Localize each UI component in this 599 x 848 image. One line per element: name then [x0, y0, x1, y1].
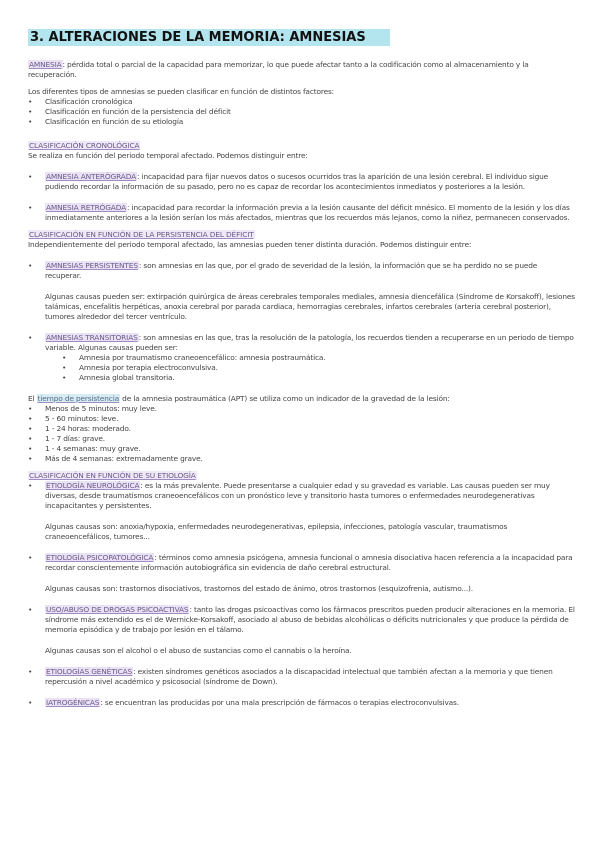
duration-intro: El tiempo de persistencia de la amnesia postraumática (APT) se utiliza como un indicador de la gravedad de la lesión:	[28, 394, 450, 403]
term-persistentes: AMNESIAS PERSISTENTES	[46, 261, 138, 270]
page-title: 3. ALTERACIONES DE LA MEMORIA: AMNESIAS	[30, 30, 366, 45]
list-item: • 1 - 24 horas: moderado.	[28, 424, 575, 434]
duration-list	[28, 404, 575, 464]
term-iatrogenicas: IATROGÉNICAS	[46, 698, 100, 707]
list-item: • 5 - 60 minutos: leve.	[28, 414, 575, 424]
persist-intro: Independientemente del periodo temporal afectado, las amnesias pueden tener distinta duración. Podemos distinguir entre:	[28, 240, 472, 249]
chrono-intro: Se realiza en función del periodo temporal afectado. Podemos distinguir entre:	[28, 151, 308, 160]
term-psicopatologica: ETIOLOGÍA PSICOPATOLÓGICA	[46, 553, 154, 562]
term-drogas: USO/ABUSO DE DROGAS PSICOACTIVAS	[46, 605, 189, 614]
list-item: • IATROGÉNICAS: se encuentran las producidas por una mala prescripción de fármacos o terapias electroconvulsivas.	[28, 698, 575, 708]
term-transitorias: AMNESIAS TRANSITORIAS	[46, 333, 138, 342]
section-heading-etio: CLASIFICACIÓN EN FUNCIÓN DE SU ETIOLOGÍA	[29, 471, 196, 480]
etio-genetic-list	[28, 667, 575, 708]
types-intro: Los diferentes tipos de amnesias se pueden clasificar en función de distintos factores:	[28, 87, 335, 96]
persistent-causes-note: Algunas causas pueden ser: extirpación quirúrgica de áreas cerebrales temporales mediales, amnesia diencefálica (Síndrome de Korsakoff), lesiones talámicas, encefalitis herpéticas, anoxia cerebral por parada cardiaca, hemorragias cerebrales, infartos cerebrales (arteria cerebral posterior), tumores alrededor del tercer ventrículo.	[45, 292, 575, 321]
list-item: • Amnesia por traumatismo craneoencefálico: amnesia postraumática.	[62, 353, 575, 363]
drugs-causes-note: Algunas causas son el alcohol o el abuso de sustancias como el cannabis o la heroína.	[45, 646, 352, 655]
section-heading-chrono: CLASIFICACIÓN CRONOLÓGICA	[29, 141, 140, 150]
list-item: • 1 - 4 semanas: muy grave.	[28, 444, 575, 454]
persist-list	[28, 261, 575, 281]
etio-neuro-list	[28, 481, 575, 511]
amnesia-definition-text: : pérdida total o parcial de la capacidad para memorizar, lo que puede afectar tanto a la codificación como al almacenamiento y la recuperación.	[28, 60, 529, 79]
list-item: • Clasificación en función de su etiología	[28, 117, 575, 127]
list-item: • ETIOLOGÍA NEUROLÓGICA: es la más prevalente. Puede presentarse a cualquier edad y su gravedad es variable. Las causas pueden ser muy diversas, desde traumatismos craneoencefálicos con un pronóstico leve y transitorio hasta tumores o enfermedades neurodegenerativas incapacitantes y persistentes.	[28, 481, 575, 511]
term-geneticas: ETIOLOGÍAS GENÉTICAS	[46, 667, 133, 676]
list-item: • AMNESIAS PERSISTENTES: son amnesias en las que, por el grado de severidad de la lesión, la información que se ha perdido no se puede recuperar.	[28, 261, 575, 281]
etio-drugs-list	[28, 605, 575, 635]
list-item: • USO/ABUSO DE DROGAS PSICOACTIVAS: tanto las drogas psicoactivas como los fármacos prescritos pueden producir alteraciones en la memoria. El síndrome más extendido es el de Wernicke-Korsakoff, asociado al abuso de bebidas alcohólicas o déficits nutricionales y que produce la pérdida de memoria episódica y de trabajo por lesión en el tálamo.	[28, 605, 575, 635]
psico-causes-note: Algunas causas son: trastornos disociativos, trastornos del estado de ánimo, otros trastornos (esquizofrenia, autismo...).	[45, 584, 473, 593]
types-list	[28, 97, 575, 127]
amnesia-definition	[28, 60, 575, 80]
list-item: • ETIOLOGÍA PSICOPATOLÓGICA: términos como amnesia psicógena, amnesia funcional o amnesia disociativa hacen referencia a la incapacidad para recordar conscientemente información autobiográfica sin evidencia de daño cerebral estructural.	[28, 553, 575, 573]
list-item: • Menos de 5 minutos: muy leve.	[28, 404, 575, 414]
list-item: • 1 - 7 días: grave.	[28, 434, 575, 444]
neuro-causes-note: Algunas causas son: anoxia/hypoxia, enfermedades neurodegenerativas, epilepsia, infecciones, patología vascular, traumatismos craneoencefálicos, tumores...	[45, 522, 508, 541]
amnesia-term: AMNESIA	[29, 60, 62, 69]
transient-list	[28, 333, 575, 353]
list-item: • Más de 4 semanas: extremadamente grave.	[28, 454, 575, 464]
list-item: • ETIOLOGÍAS GENÉTICAS: existen síndromes genéticos asociados a la discapacidad intelectual que también afectan a la memoria y que tienen repercusión a nivel académico y psicosocial (síndrome de Down).	[28, 667, 575, 687]
list-item: • AMNESIA RETRÓGADA: incapacidad para recordar la información previa a la lesión causante del déficit mnésico. El momento de la lesión y los días inmediatamente anteriores a la lesión serían los más afectados, mientras que los recuerdos más lejanos, como la niñez, permanecen conservados.	[28, 203, 575, 223]
term-tiempo-persistencia: tiempo de persistencia	[37, 394, 119, 403]
chrono-list	[28, 172, 575, 223]
section-heading-persist: CLASIFICACIÓN EN FUNCIÓN DE LA PERSISTENCIA DEL DÉFICIT	[29, 230, 254, 239]
list-item: • Clasificación en función de la persistencia del déficit	[28, 107, 575, 117]
transient-causes-list	[28, 353, 575, 383]
list-item: • AMNESIAS TRANSITORIAS: son amnesias en las que, tras la resolución de la patología, los recuerdos tienden a recuperarse en un periodo de tiempo variable. Algunas causas pueden ser:	[28, 333, 575, 353]
term-neurologica: ETIOLOGÍA NEUROLÓGICA	[46, 481, 140, 490]
term-anterograda: AMNESIA ANTERÓGRADA	[46, 172, 137, 181]
list-item: • Amnesia por terapia electroconvulsiva.	[62, 363, 575, 373]
list-item: • Clasificación cronológica	[28, 97, 575, 107]
list-item: • AMNESIA ANTERÓGRADA: incapacidad para fijar nuevos datos o sucesos ocurridos tras la aparición de una lesión cerebral. El individuo sigue pudiendo recordar la información de su pasado, pero no es capaz de recordar los acontecimientos inmediatos y posteriores a la lesión.	[28, 172, 575, 192]
title-highlight	[28, 29, 390, 46]
list-item: • Amnesia global transitoria.	[62, 373, 575, 383]
term-retrograda: AMNESIA RETRÓGADA	[46, 203, 127, 212]
etio-psico-list	[28, 553, 575, 573]
